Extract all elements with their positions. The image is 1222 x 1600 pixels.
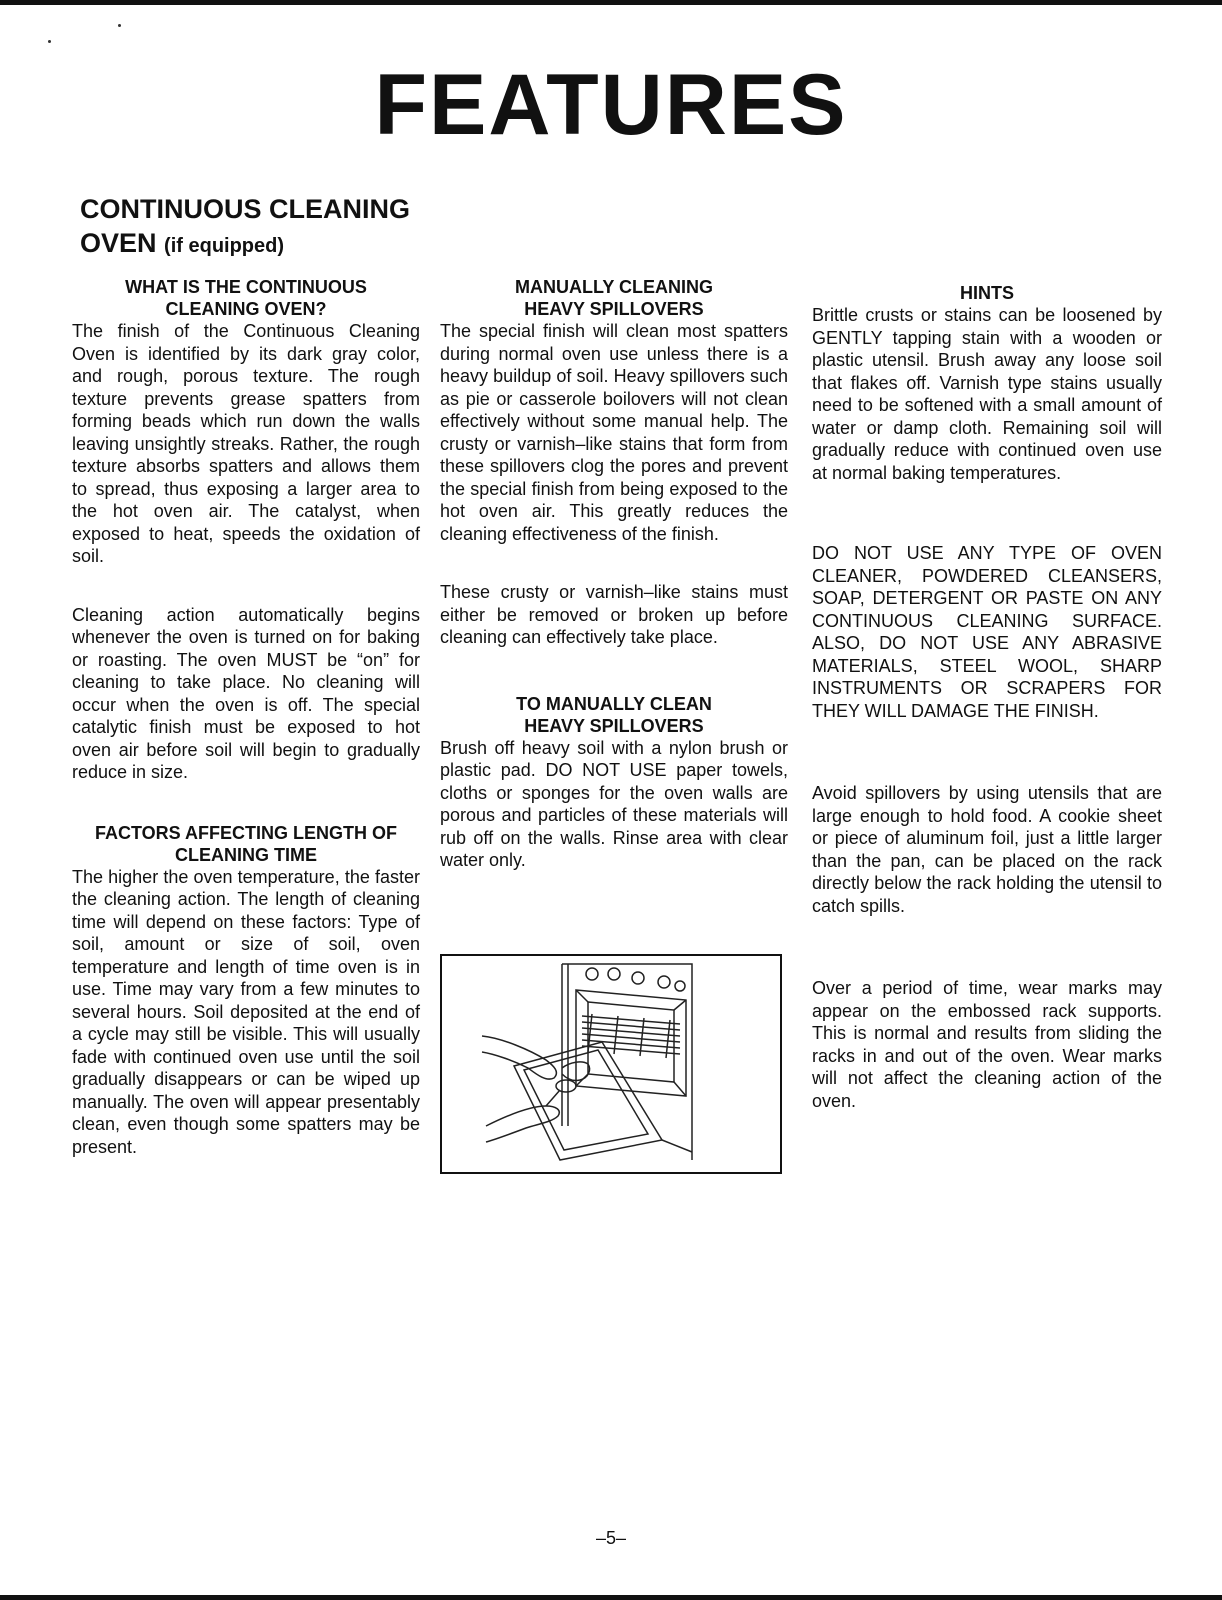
paragraph-cleaning-action: Cleaning action automatically begins whenever the oven is turned on for baking or roasting. The oven MUST be “on” for cleaning to take place. No cleaning will occur when the oven is off. The special catalytic finish must be exposed to hot oven air before soil will begin to gradually reduce in size.	[72, 604, 420, 782]
paragraph-stains: These crusty or varnish–like stains must either be removed or broken up before cleaning can effectively take place.	[440, 582, 788, 647]
paragraph-special-finish: The special finish will clean most spatters during normal oven use unless there is a heavy buildup of soil. Heavy spillovers such as pie or casserole boilovers will not clean effectively without some manual help. The crusty or varnish–like stains that form from these spillovers clog the pores and prevent the special finish from being exposed to the hot oven air. This greatly reduces the cleaning effectiveness of the finish.	[440, 321, 788, 544]
section-title	[80, 192, 410, 263]
heading-to-manually-clean: TO MANUALLY CLEAN HEAVY SPILLOVERS	[516, 693, 712, 736]
paragraph-warning: DO NOT USE ANY TYPE OF OVEN CLEANER, POWDERED CLEANSERS, SOAP, DETERGENT OR PASTE ON ANY CONTINUOUS CLEANING SURFACE. ALSO, DO NOT USE ANY ABRASIVE MATERIALS, STEEL WOOL, SHARP INSTRUMENTS OR SCRAPERS FOR THEY WILL DAMAGE THE FINISH.	[812, 543, 1162, 721]
column-middle	[440, 276, 788, 872]
paragraph-avoid-spillovers: Avoid spillovers by using utensils that are large enough to hold food. A cookie sheet or piece of aluminum foil, just a little larger than the pan, can be placed on the rack directly below the rack holding the utensil to catch spills.	[812, 783, 1162, 916]
paragraph-finish: The finish of the Continuous Cleaning Oven is identified by its dark gray color, and rough, porous texture. The rough texture prevents grease spatters from forming beads which run down the walls leaving unsightly streaks. Rather, the rough texture absorbs spatters and allows them to spread, thus exposing a larger area to the hot oven air. The catalyst, when exposed to heat, speeds the oxidation of soil.	[72, 321, 420, 566]
scan-speck	[48, 40, 51, 43]
section-title-line2: OVEN	[80, 228, 157, 258]
column-left	[72, 276, 420, 1158]
bottom-edge-line	[0, 1595, 1222, 1600]
oven-cleaning-illustration	[442, 956, 780, 1172]
paragraph-factors: The higher the oven temperature, the faster the cleaning action. The length of cleaning time will depend on these factors: Type of soil, amount or size of soil, oven temperature and length of time oven is in use. Time may vary from a few minutes to several hours. Soil deposited at the end of a cycle may still be visible. This will usually fade with continued oven use until the soil gradually disappears or can be wiped up manually. The oven will appear presentably clean, even though some spatters may be present.	[72, 866, 420, 1157]
heading-hints: HINTS	[960, 283, 1014, 303]
top-edge-line	[0, 0, 1222, 5]
heading-what-is: WHAT IS THE CONTINUOUS CLEANING OVEN?	[125, 277, 367, 319]
paragraph-brittle-crusts: Brittle crusts or stains can be loosened by GENTLY tapping stain with a wooden or plastic utensil. Brush away any loose soil that flakes off. Varnish type stains usually need to be softened with a small amount of water or damp cloth. Remaining soil will gradually reduce with continued oven use at normal baking temperatures.	[812, 305, 1162, 483]
heading-manually-cleaning: MANUALLY CLEANING HEAVY SPILLOVERS	[514, 277, 713, 319]
heading-factors: FACTORS AFFECTING LENGTH OF CLEANING TIME	[95, 822, 397, 865]
paragraph-wear-marks: Over a period of time, wear marks may appear on the embossed rack supports. This is normal and results from sliding the racks in and out of the oven. Wear marks will not affect the cleaning action of the oven.	[812, 978, 1162, 1111]
scan-speck	[118, 24, 121, 27]
column-right	[812, 276, 1162, 1112]
section-title-line1: CONTINUOUS CLEANING	[80, 194, 410, 224]
illustration-frame	[440, 954, 782, 1174]
paragraph-brush-off: Brush off heavy soil with a nylon brush or plastic pad. DO NOT USE paper towels, cloths or sponges for the oven walls are porous and particles of these materials will rub off on the walls. Rinse area with clear water only.	[440, 737, 788, 870]
page-number: –5–	[595, 1528, 627, 1548]
page-title: FEATURES	[374, 57, 848, 153]
section-title-suffix: (if equipped)	[164, 235, 285, 257]
